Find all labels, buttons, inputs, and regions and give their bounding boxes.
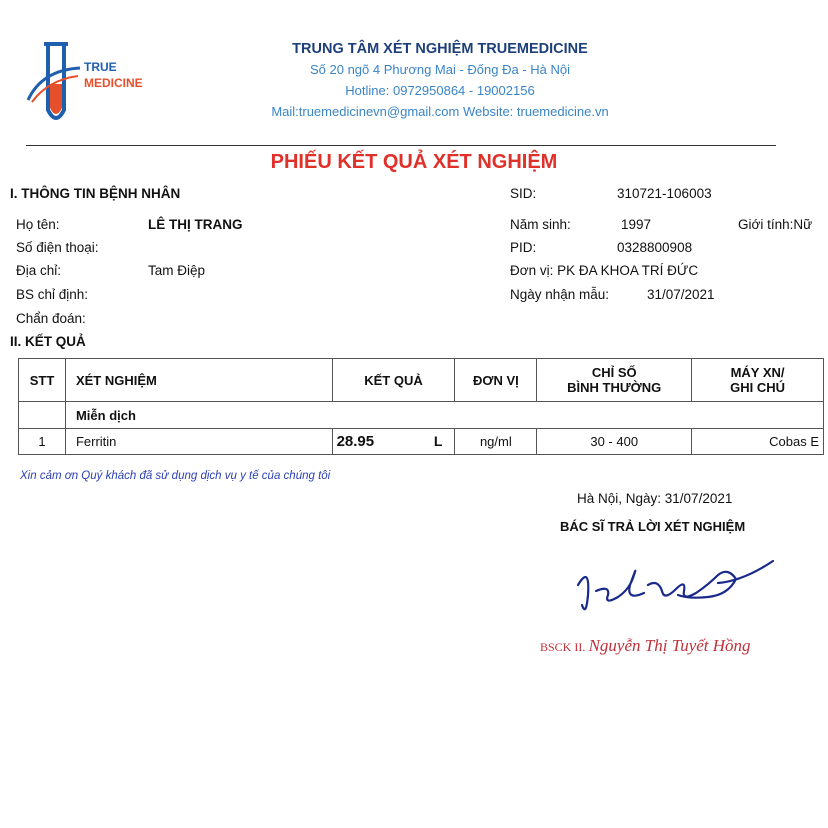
received-label: Ngày nhận mẫu: <box>510 287 610 302</box>
lab-address: Số 20 ngõ 4 Phương Mai - Đống Đa - Hà Nội <box>309 62 571 77</box>
header-normal-range <box>537 359 692 402</box>
group-name: Miễn dịch <box>65 402 823 429</box>
section-results: II. KẾT QUẢ <box>10 334 86 349</box>
phone-label: Số điện thoại: <box>16 240 99 255</box>
result-flag: L <box>433 433 443 449</box>
header-stt: STT <box>19 359 66 402</box>
sid-label: SID: <box>510 186 537 201</box>
doctor-label: BS chỉ định: <box>16 287 89 302</box>
truemedicine-logo <box>22 40 172 130</box>
name-label: Họ tên: <box>16 217 60 232</box>
received-date: 31/07/2021 <box>647 287 715 302</box>
logo-text-medicine: MEDICINE <box>84 76 143 90</box>
header-normal-line2: BÌNH THƯỜNG <box>567 380 662 395</box>
lab-name: TRUNG TÂM XÉT NGHIỆM TRUEMEDICINE <box>292 41 588 57</box>
table-row <box>19 429 824 455</box>
test-tube-icon <box>22 40 82 130</box>
unit: Đơn vị: PK ĐA KHOA TRÍ ĐỨC <box>510 263 699 278</box>
section-patient-info: I. THÔNG TIN BỆNH NHÂN <box>10 186 181 201</box>
address-value: Tam Điệp <box>148 263 206 278</box>
result-value: 28.95 <box>336 433 375 450</box>
header-normal-line1: CHỈ SỐ <box>591 365 637 380</box>
doctor-name-text: Nguyễn Thị Tuyết Hồng <box>588 636 751 655</box>
gender: Giới tính:Nữ <box>738 217 813 232</box>
patient-name: LÊ THỊ TRANG <box>148 217 243 232</box>
sid-value: 310721-106003 <box>617 186 712 201</box>
birth-value: 1997 <box>621 217 652 232</box>
signer-title: BÁC SĨ TRẢ LỜI XÉT NGHIỆM <box>560 519 746 534</box>
thank-you-note: Xin cảm ơn Quý khách đã sử dụng dịch vụ y tế của chúng tôi <box>20 470 331 482</box>
header-unit: ĐƠN VỊ <box>455 359 537 402</box>
sign-date: Hà Nội, Ngày: 31/07/2021 <box>577 491 733 506</box>
row-stt: 1 <box>19 429 66 455</box>
header-machine <box>692 359 824 402</box>
header-divider <box>26 145 776 146</box>
lab-contact: Mail:truemedicinevn@gmail.com Website: truemedicine.vn <box>271 104 609 119</box>
doctor-name-prefix: BSCK II. <box>540 640 586 654</box>
table-header-row <box>19 359 824 402</box>
birth-label: Năm sinh: <box>510 217 571 232</box>
header-machine-line2: GHI CHÚ <box>730 380 785 395</box>
group-row <box>19 402 824 429</box>
row-range: 30 - 400 <box>537 429 692 455</box>
lab-hotline: Hotline: 0972950864 - 19002156 <box>345 83 535 98</box>
row-unit: ng/ml <box>455 429 537 455</box>
header-machine-line1: MÁY XN/ <box>730 365 785 380</box>
address-label: Địa chỉ: <box>16 263 62 278</box>
pid-label: PID: <box>510 240 537 255</box>
header-result: KẾT QUẢ <box>332 359 455 402</box>
document-title: PHIẾU KẾT QUẢ XÉT NGHIỆM <box>270 151 558 173</box>
pid-value: 0328800908 <box>617 240 693 255</box>
diagnosis-label: Chẩn đoán: <box>16 311 86 326</box>
logo-text-true: TRUE <box>84 60 117 74</box>
row-result <box>332 429 455 455</box>
results-table <box>18 358 824 455</box>
row-test: Ferritin <box>65 429 332 455</box>
row-machine: Cobas E <box>692 429 824 455</box>
header-test: XÉT NGHIỆM <box>65 359 332 402</box>
doctor-name <box>540 636 751 656</box>
handwritten-signature <box>568 545 788 625</box>
